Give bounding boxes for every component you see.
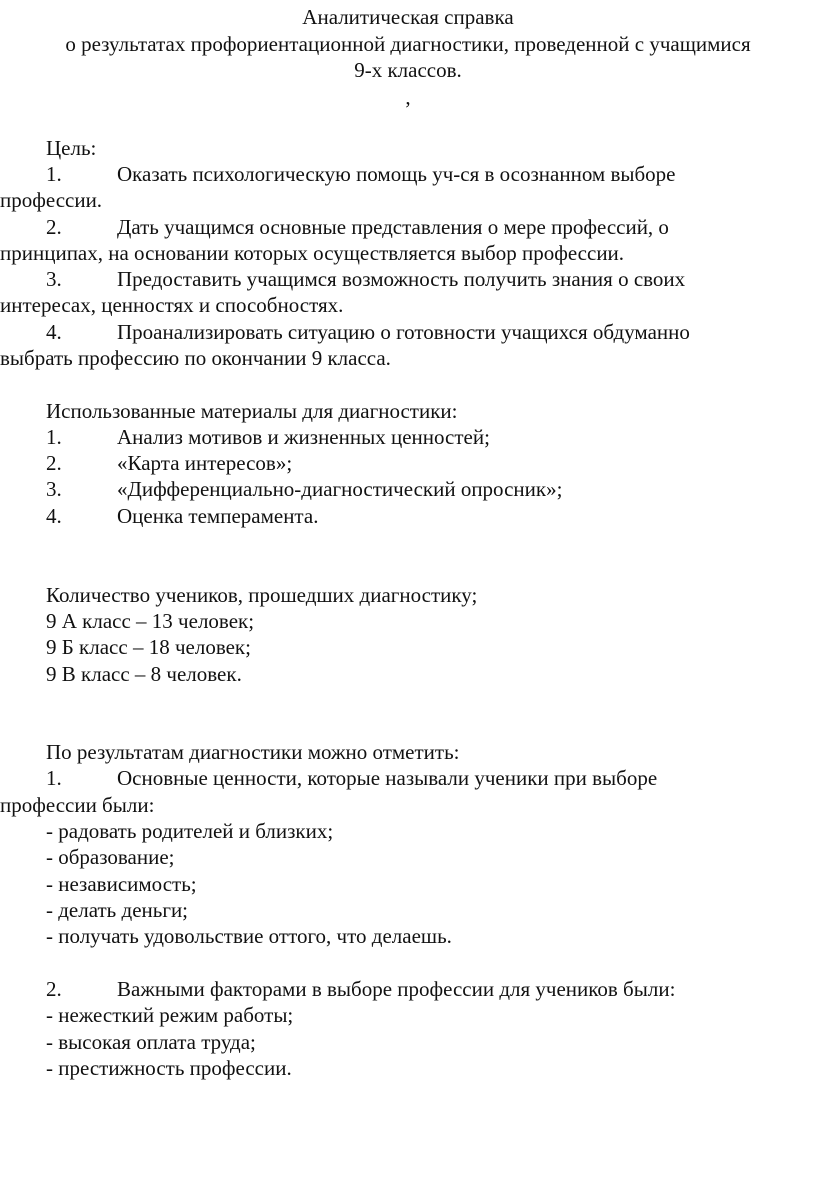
stray-comma: ,: [405, 85, 411, 109]
students-count-line: 9 В класс – 8 человек.: [46, 662, 242, 686]
goal-text-line-1: Проанализировать ситуацию о готовности учащихся обдуманно: [117, 320, 690, 344]
goal-number: 2.: [46, 215, 62, 239]
result-text-line-1: Основные ценности, которые называли ученики при выборе: [117, 766, 658, 790]
factor-bullet: - нежесткий режим работы;: [46, 1003, 294, 1027]
goal-text-line-2: выбрать профессию по окончании 9 класса.: [0, 346, 391, 370]
value-bullet: - получать удовольствие оттого, что делаешь.: [46, 924, 452, 948]
factor-bullet: - высокая оплата труда;: [46, 1030, 256, 1054]
value-bullet: - делать деньги;: [46, 898, 189, 922]
material-number: 3.: [46, 477, 62, 501]
document-subtitle-line-1: о результатах профориентационной диагностики, проведенной с учащимися: [65, 32, 751, 56]
goal-text-line-2: принципах, на основании которых осуществляется выбор профессии.: [0, 241, 625, 265]
goal-number: 4.: [46, 320, 62, 344]
factor-bullet: - престижность профессии.: [46, 1056, 292, 1080]
goal-text-line-2: интересах, ценностях и способностях.: [0, 293, 344, 317]
material-item: «Дифференциально-диагностический опросник»;: [117, 477, 563, 501]
students-count-line: 9 Б класс – 18 человек;: [46, 635, 251, 659]
goal-text-line-1: Оказать психологическую помощь уч-ся в осознанном выборе: [117, 162, 676, 186]
material-number: 2.: [46, 451, 62, 475]
value-bullet: - образование;: [46, 845, 175, 869]
goal-text-line-1: Дать учащимся основные представления о мере профессий, о: [117, 215, 669, 239]
value-bullet: - радовать родителей и близких;: [46, 819, 334, 843]
material-number: 4.: [46, 504, 62, 528]
value-bullet: - независимость;: [46, 872, 197, 896]
students-heading: Количество учеников, прошедших диагностику;: [46, 583, 478, 607]
result-text-line-2: профессии были:: [0, 793, 155, 817]
students-count-line: 9 А класс – 13 человек;: [46, 609, 255, 633]
results-heading: По результатам диагностики можно отметить:: [46, 740, 460, 764]
goal-text-line-2: профессии.: [0, 188, 103, 212]
material-item: Анализ мотивов и жизненных ценностей;: [117, 425, 490, 449]
goal-number: 3.: [46, 267, 62, 291]
result-number: 2.: [46, 977, 62, 1001]
materials-heading: Использованные материалы для диагностики:: [46, 399, 458, 423]
goal-number: 1.: [46, 162, 62, 186]
goal-text-line-1: Предоставить учащимся возможность получить знания о своих: [117, 267, 686, 291]
result-number: 1.: [46, 766, 62, 790]
material-number: 1.: [46, 425, 62, 449]
document-subtitle-line-2: 9-х классов.: [354, 58, 462, 82]
result-text-line-1: Важными факторами в выборе профессии для учеников были:: [117, 977, 676, 1001]
material-item: Оценка темперамента.: [117, 504, 319, 528]
goals-heading: Цель:: [46, 136, 97, 160]
document-title: Аналитическая справка: [302, 5, 514, 29]
material-item: «Карта интересов»;: [117, 451, 293, 475]
